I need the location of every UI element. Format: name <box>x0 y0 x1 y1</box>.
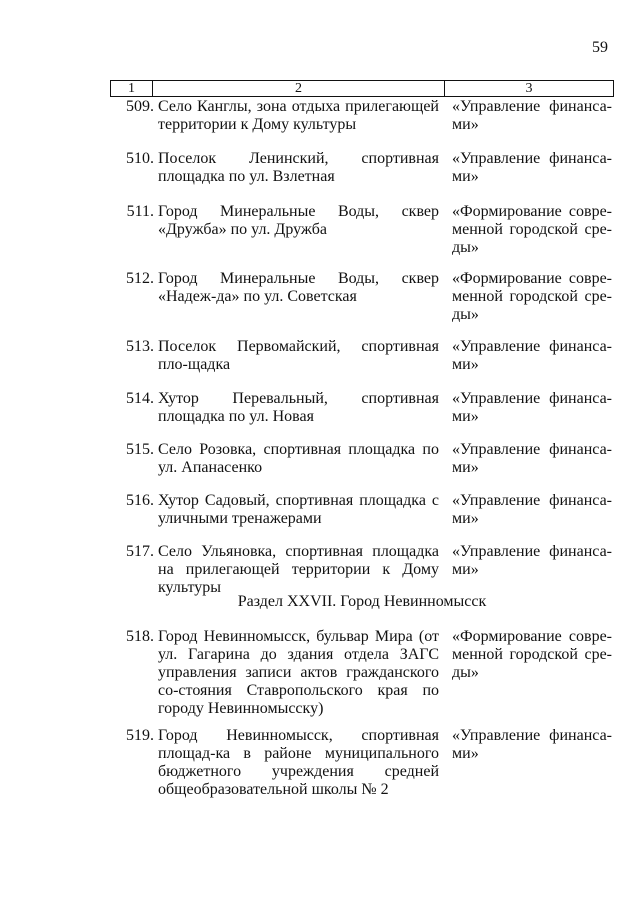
row-description: Поселок Первомайский, спортивная пло-щадка <box>158 338 439 373</box>
row-description: Город Минеральные Воды, сквер «Надеж-да» по ул. Советская <box>158 270 439 305</box>
row-program: «Управление финанса-ми» <box>452 98 612 133</box>
row-number: 517. <box>126 543 154 560</box>
row-program: «Формирование совре-менной городской сре-ды» <box>452 270 612 323</box>
row-program: «Управление финанса-ми» <box>452 492 612 527</box>
row-number: 514. <box>126 390 154 407</box>
row-description: Село Ульяновка, спортивная площадка на прилегающей территории к Дому культуры <box>158 543 439 596</box>
row-program: «Управление финанса-ми» <box>452 441 612 476</box>
row-number: 519. <box>126 727 154 744</box>
row-program: «Управление финанса-ми» <box>452 543 612 578</box>
row-program: «Формирование совре-менной городской сре-ды» <box>452 203 612 256</box>
row-number: 512. <box>126 270 154 287</box>
row-number: 518. <box>126 628 154 645</box>
row-description: Поселок Ленинский, спортивная площадка по ул. Взлетная <box>158 150 439 185</box>
section-title: Раздел XXVII. Город Невинномысск <box>237 593 487 610</box>
column-header-1: 1 <box>110 80 153 97</box>
row-description: Город Минеральные Воды, сквер «Дружба» по ул. Дружба <box>158 203 439 238</box>
row-program: «Управление финанса-ми» <box>452 150 612 185</box>
row-description: Село Канглы, зона отдыха прилегающей территории к Дому культуры <box>158 98 439 133</box>
row-description: Хутор Садовый, спортивная площадка с уличными тренажерами <box>158 492 439 527</box>
row-number: 511. <box>126 203 154 220</box>
row-program: «Управление финанса-ми» <box>452 727 612 762</box>
row-description: Город Невинномысск, бульвар Мира (от ул. Гагарина до здания отдела ЗАГС управления записи актов гражданского со-стояния Ставропольского края по городу Невинномысску) <box>158 628 439 717</box>
row-number: 510. <box>126 150 154 167</box>
row-program: «Управление финанса-ми» <box>452 390 612 425</box>
row-description: Село Розовка, спортивная площадка по ул. Апанасенко <box>158 441 439 476</box>
row-program: «Формирование совре-менной городской сре-ды» <box>452 628 612 681</box>
row-program: «Управление финанса-ми» <box>452 338 612 373</box>
row-number: 516. <box>126 492 154 509</box>
column-header-2: 2 <box>152 80 445 97</box>
row-number: 509. <box>126 98 154 115</box>
row-number: 513. <box>126 338 154 355</box>
row-number: 515. <box>126 441 154 458</box>
row-description: Город Невинномысск, спортивная площад-ка в районе муниципального бюджетного учреждения средней общеобразовательной школы № 2 <box>158 727 439 798</box>
column-header-3: 3 <box>444 80 614 97</box>
row-description: Хутор Перевальный, спортивная площадка по ул. Новая <box>158 390 439 425</box>
page-number: 59 <box>592 39 608 56</box>
